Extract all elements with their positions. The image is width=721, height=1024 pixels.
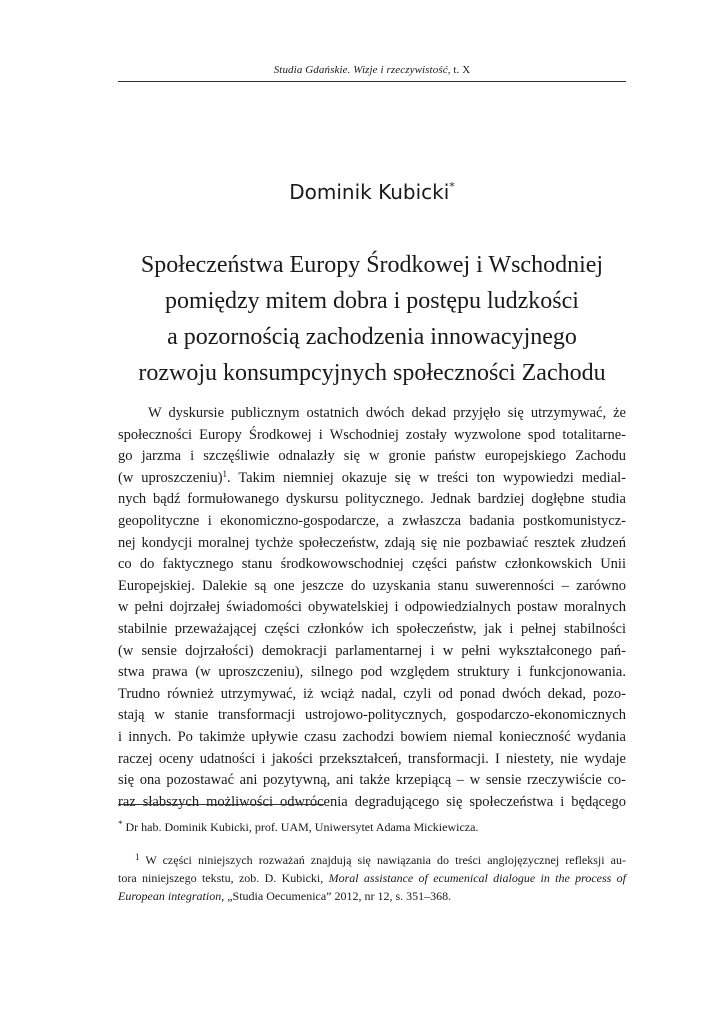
footnote-line-part: W części niniejszych rozważań znajdują się nawiązania do treści anglojęzycznej refleksji au-	[139, 853, 626, 867]
journal-title: Studia Gdańskie. Wizje i rzeczywistość	[273, 64, 448, 76]
body-line: społeczności Europy Środkowej i Wschodniej zostały wyzwolone spod totalitarne-	[118, 426, 626, 443]
footnote-1	[118, 851, 626, 905]
cited-title: European integration	[118, 889, 222, 903]
body-line: raz słabszych możliwości odwrócenia degradującego się społeczeństwa i będącego	[118, 793, 626, 810]
body-line: raczej oceny udatności i jakości przekształceń, transformacji. I niestety, nie wydaje	[118, 750, 626, 767]
author-footnote-mark: *	[449, 180, 455, 193]
footnote-author-mark: *	[118, 819, 123, 829]
header-rule	[118, 81, 626, 82]
body-line: co do faktycznego stanu środkowowschodniej części państw członkowskich Unii	[118, 556, 626, 573]
footnote-author-text: Dr hab. Dominik Kubicki, prof. UAM, Uniwersytet Adama Mickiewicza.	[122, 820, 479, 834]
title-line: a pozornością zachodzenia innowacyjnego	[167, 324, 577, 350]
footnote-author	[118, 818, 626, 836]
footnote-separator	[118, 804, 324, 805]
footnote-line-part: , „Studia Oecumenica” 2012, nr 12, s. 351–368.	[221, 889, 452, 903]
author-name-text: Dominik Kubicki	[289, 180, 450, 204]
volume-number: , t. X	[447, 64, 471, 76]
footnote-line	[118, 851, 626, 869]
author-name	[118, 180, 626, 204]
body-line: w pełni dojrzałej świadomości obywatelskiej i odpowiedzialnych postaw moralnych	[118, 599, 626, 616]
body-line: stabilnie przeważającej części członków ich społeczeństw, jak i pełnej stabilności	[118, 620, 626, 637]
body-line	[118, 468, 626, 490]
body-line: nej kondycji moralnej tychże społeczeństw, zdają się nie pozbawiać resztek złudzeń	[118, 534, 626, 551]
footnote-line	[118, 887, 626, 905]
body-line: nych bądź formułowanego dyskursu politycznego. Jednak bardziej dogłębne studia	[118, 491, 626, 508]
body-line: (w sensie dojrzałości) demokracji parlamentarnej i w pełni wykształconego pań-	[118, 642, 626, 659]
footnote-1-mark: 1	[135, 852, 140, 862]
footnote-line-part: tora niniejszego tekstu, zob. D. Kubicki,	[118, 871, 329, 885]
body-line: go jarzma i szczęśliwie odnalazły się w gronie państw europejskiego Zachodu	[118, 448, 626, 465]
body-line: Trudno również utrzymywać, iż wciąż nadal, czyli od ponad dwóch dekad, pozo-	[118, 685, 626, 702]
body-line: się ona pozostawać ani pozytywną, ani także krzepiącą – w sensie rzeczywiście co-	[118, 772, 626, 789]
body-line-part: (w uproszczeniu)	[118, 469, 223, 486]
footnote-ref-1[interactable]: 1	[222, 468, 228, 479]
title-line: Społeczeństwa Europy Środkowej i Wschodniej	[140, 252, 604, 278]
footnote-line	[118, 869, 626, 887]
title-line: rozwoju konsumpcyjnych społeczności Zachodu	[138, 360, 606, 386]
body-line: W dyskursie publicznym ostatnich dwóch dekad przyjęło się utrzymywać, że	[148, 405, 626, 421]
body-line: i innych. Po takimże upływie czasu zachodzi bowiem niemal konieczność wydania	[118, 728, 626, 745]
body-line: Europejskiej. Dalekie są one jeszcze do uzyskania stanu suwerenności – zarówno	[118, 577, 626, 594]
body-line: stają w stanie transformacji ustrojowo-politycznych, gospodarczo-ekonomicznych	[118, 707, 626, 724]
body-line: stwa prawa (w uproszczeniu), silnego pod względem struktury i funkcjonowania.	[118, 664, 626, 681]
body-paragraph	[118, 403, 626, 813]
running-header	[118, 64, 626, 76]
body-line: geopolityczne i ekonomiczno-gospodarcze, a zwłaszcza badania postkomunistycz-	[118, 512, 626, 529]
title-line: pomiędzy mitem dobra i postępu ludzkości	[165, 288, 579, 314]
article-title	[100, 247, 644, 391]
cited-title: Moral assistance of ecumenical dialogue in the process of	[328, 871, 627, 885]
body-line-part: . Takim niemniej okazuje się w treści ton wypowiedzi medial-	[227, 469, 627, 486]
